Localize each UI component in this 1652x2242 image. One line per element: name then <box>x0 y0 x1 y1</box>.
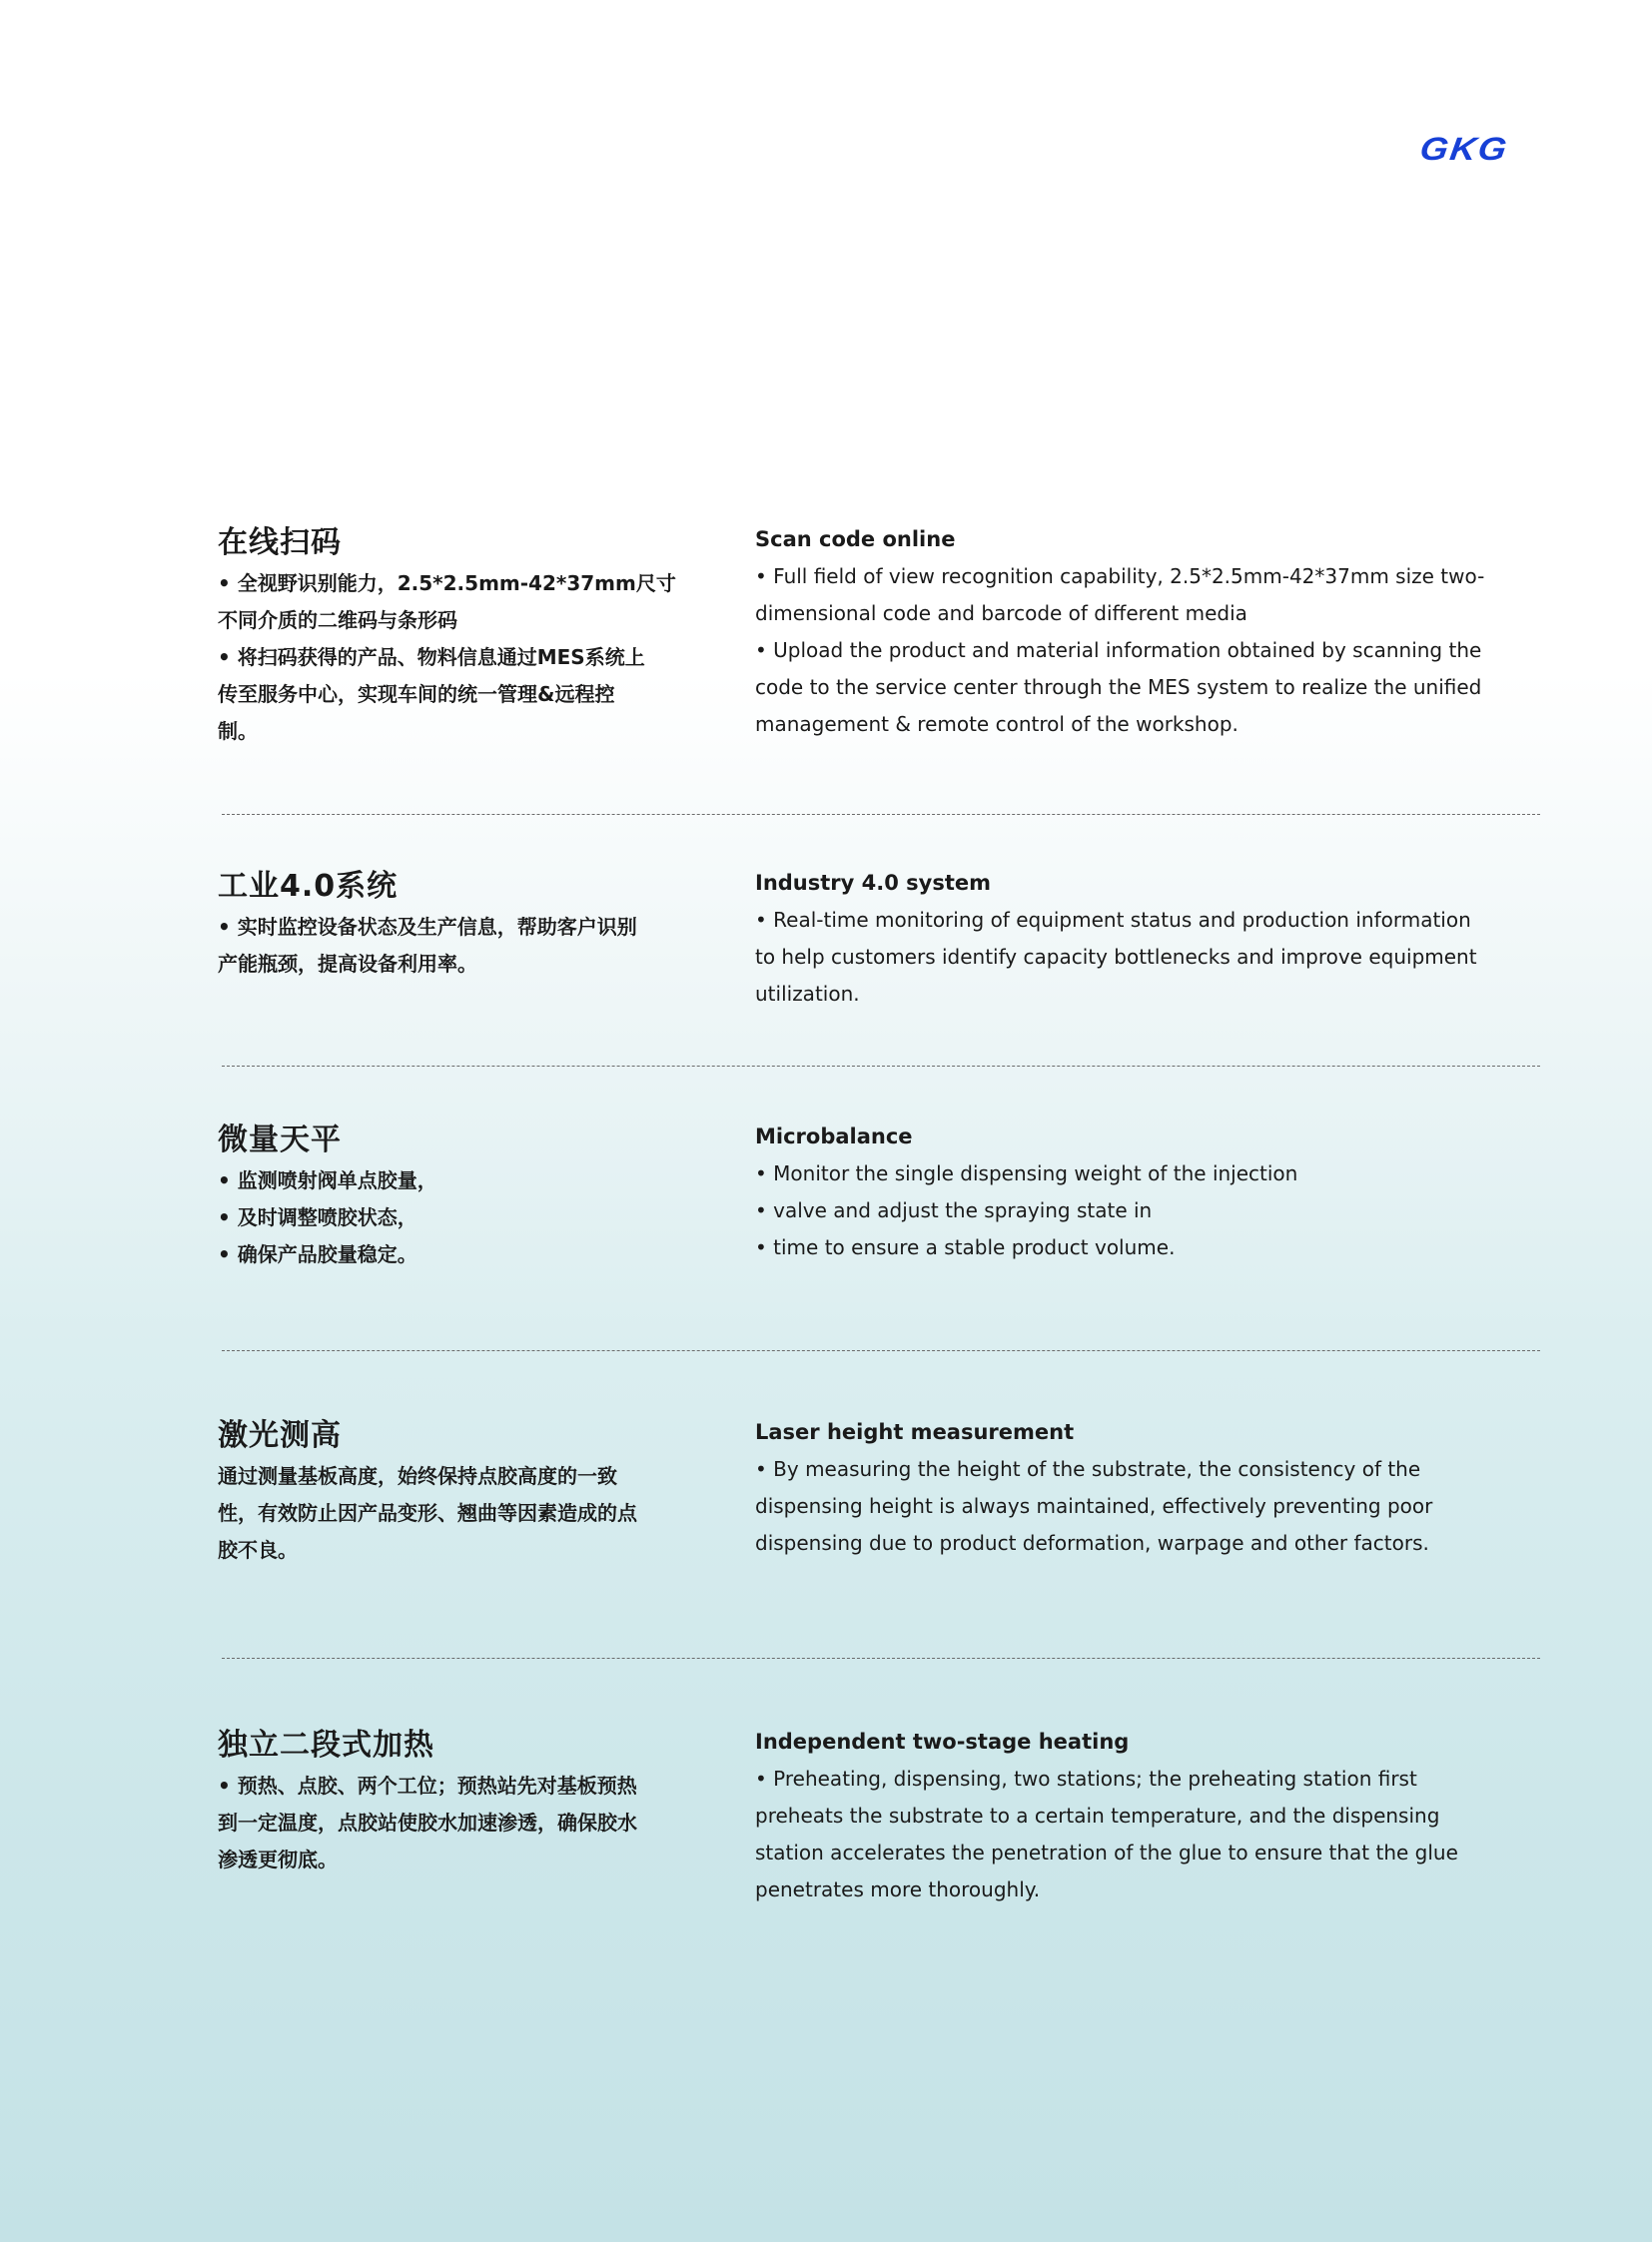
cn-line: 产能瓶颈，提高设备利用率。 <box>218 952 477 976</box>
cn-line: 到一定温度，点胶站使胶水加速渗透，确保胶水 <box>218 1811 637 1835</box>
en-title: Laser height measurement <box>755 1420 1075 1444</box>
cn-line: 胶不良。 <box>218 1538 298 1562</box>
en-title: Microbalance <box>755 1124 913 1148</box>
cn-line: • 及时调整喷胶状态， <box>218 1205 417 1229</box>
cn-line: 通过测量基板高度，始终保持点胶高度的一致 <box>218 1464 617 1488</box>
cn-line: 制。 <box>218 719 258 743</box>
en-line: code to the service center through the MES system to realize the unified <box>755 675 1482 699</box>
en-line: • By measuring the height of the substrate, the consistency of the <box>755 1457 1421 1481</box>
cn-column <box>218 523 707 750</box>
cn-line: • 确保产品胶量稳定。 <box>218 1242 417 1266</box>
cn-title: 在线扫码 <box>218 525 342 560</box>
cn-line: 渗透更彻底。 <box>218 1848 338 1871</box>
en-line: station accelerates the penetration of the glue to ensure that the glue <box>755 1841 1458 1865</box>
en-line: to help customers identify capacity bottlenecks and improve equipment <box>755 945 1477 969</box>
en-line: • Monitor the single dispensing weight of the injection <box>755 1161 1298 1185</box>
en-line: penetrates more thoroughly. <box>755 1877 1041 1901</box>
cn-line: 性，有效防止因产品变形、翘曲等因素造成的点 <box>218 1501 637 1525</box>
en-line: • Preheating, dispensing, two stations; the preheating station first <box>755 1767 1417 1791</box>
cn-line: • 实时监控设备状态及生产信息，帮助客户识别 <box>218 915 637 939</box>
cn-title: 工业4.0系统 <box>218 869 399 904</box>
en-line: • Real-time monitoring of equipment status and production information <box>755 908 1471 932</box>
en-line: • time to ensure a stable product volume. <box>755 1235 1176 1259</box>
en-title: Industry 4.0 system <box>755 871 992 895</box>
cn-title: 微量天平 <box>218 1122 342 1157</box>
cn-line: • 将扫码获得的产品、物料信息通过MES系统上 <box>218 645 645 669</box>
cn-title: 激光测高 <box>218 1418 342 1453</box>
cn-column <box>218 867 707 983</box>
cn-line: 不同介质的二维码与条形码 <box>218 608 457 632</box>
en-line: • valve and adjust the spraying state in <box>755 1198 1153 1222</box>
cn-line: • 预热、点胶、两个工位；预热站先对基板预热 <box>218 1774 637 1798</box>
en-line: utilization. <box>755 982 860 1006</box>
cn-line: • 监测喷射阀单点胶量， <box>218 1168 437 1192</box>
en-line: • Full field of view recognition capability, 2.5*2.5mm-42*37mm size two- <box>755 564 1485 588</box>
en-column <box>755 1727 1544 1908</box>
en-line: management & remote control of the workshop. <box>755 712 1239 736</box>
gkg-logo: GKG <box>1417 130 1511 167</box>
en-line: dimensional code and barcode of different media <box>755 601 1247 625</box>
en-line: preheats the substrate to a certain temperature, and the dispensing <box>755 1804 1440 1828</box>
en-title: Independent two-stage heating <box>755 1730 1130 1754</box>
en-column <box>755 1121 1544 1266</box>
cn-column <box>218 1416 707 1569</box>
cn-column <box>218 1121 707 1273</box>
section-divider <box>222 814 1540 815</box>
en-column <box>755 868 1544 1013</box>
cn-column <box>218 1726 707 1878</box>
cn-title: 独立二段式加热 <box>218 1728 434 1763</box>
en-line: dispensing height is always maintained, effectively preventing poor <box>755 1494 1433 1518</box>
section-divider <box>222 1658 1540 1659</box>
en-line: dispensing due to product deformation, warpage and other factors. <box>755 1531 1429 1555</box>
cn-line: • 全视野识别能力，2.5*2.5mm-42*37mm尺寸 <box>218 571 676 595</box>
en-column <box>755 524 1544 743</box>
section-divider <box>222 1350 1540 1351</box>
en-column <box>755 1417 1544 1562</box>
en-title: Scan code online <box>755 527 956 551</box>
en-line: • Upload the product and material information obtained by scanning the <box>755 638 1482 662</box>
section-divider <box>222 1066 1540 1067</box>
cn-line: 传至服务中心，实现车间的统一管理&远程控 <box>218 682 615 706</box>
